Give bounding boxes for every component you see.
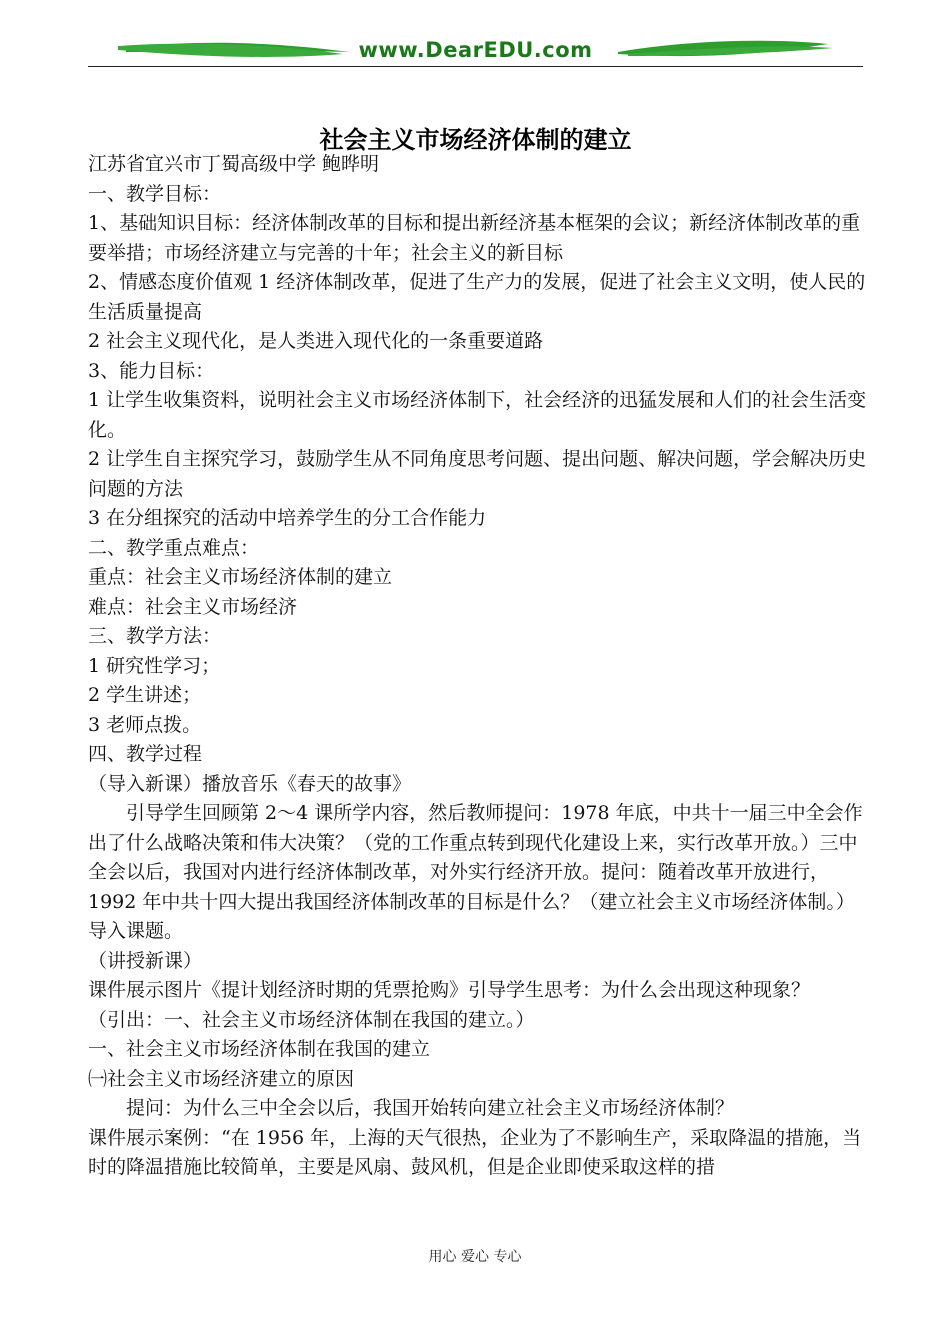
site-name: www.DearEDU.com (358, 38, 593, 62)
paragraph: 3 老师点拨。 (88, 713, 202, 736)
author-line: 江苏省宜兴市丁蜀高级中学 鲍晔明 (88, 153, 380, 175)
section-heading: 四、教学过程 (88, 743, 203, 765)
paragraph: 1、基础知识目标：经济体制改革的目标和提出新经济基本框架的会议；新经济体制改革的重要举措；市场经济建立与完善的十年；社会主义的新目标 (88, 212, 861, 264)
paragraph: 重点：社会主义市场经济体制的建立 (88, 566, 393, 588)
paragraph: （导入新课）播放音乐《春天的故事》 (88, 772, 412, 795)
paragraph: 1 研究性学习； (88, 654, 221, 677)
section-heading: 一、教学目标： (88, 182, 222, 205)
subsection-heading: ㈠社会主义市场经济建立的原因 (88, 1067, 355, 1090)
paragraph: 3 在分组探究的活动中培养学生的分工合作能力 (88, 507, 487, 529)
paragraph: 2 学生讲述； (88, 684, 202, 706)
paragraph: （引出：一、社会主义市场经济体制在我国的建立。） (88, 1008, 535, 1031)
paragraph: （讲授新课） (88, 949, 203, 972)
page-header (88, 30, 863, 70)
header-divider (88, 66, 863, 67)
paragraph: 课件展示图片《提计划经济时期的凭票抢购》引导学生思考：为什么会出现这种现象？ (88, 979, 811, 1001)
section-heading: 三、教学方法： (88, 625, 222, 647)
section-heading: 二、教学重点难点： (88, 536, 260, 559)
paragraph: 课件展示案例：“在 1956 年，上海的天气很热，企业为了不影响生产，采取降温的措施，当时的降温措施比较简单，主要是风扇、鼓风机，但是企业即使采取这样的措 (88, 1126, 862, 1178)
paragraph: 1 让学生收集资料，说明社会主义市场经济体制下，社会经济的迅猛发展和人们的社会生活变化。 (88, 389, 867, 441)
paragraph: 2、情感态度价值观 1 经济体制改革，促进了生产力的发展，促进了社会主义文明，使人民的生活质量提高 (88, 271, 866, 323)
section-heading: 一、社会主义市场经济体制在我国的建立 (88, 1038, 431, 1060)
page-footer: 用心 爱心 专心 (428, 1249, 522, 1265)
paragraph: 难点：社会主义市场经济 (88, 595, 298, 618)
document-body (88, 150, 868, 1183)
paragraph: 2 让学生自主探究学习，鼓励学生从不同角度思考问题、提出问题、解决问题，学会解决历史问题的方法 (88, 448, 867, 500)
paragraph: 提问：为什么三中全会以后，我国开始转向建立社会主义市场经济体制？ (126, 1097, 735, 1119)
paragraph: 2 社会主义现代化，是人类进入现代化的一条重要道路 (88, 330, 544, 352)
paragraph: 3、能力目标： (88, 359, 215, 382)
document-title: 社会主义市场经济体制的建立 (319, 126, 632, 154)
paragraph: 引导学生回顾第 2～4 课所学内容，然后教师提问：1978 年底，中共十一届三中全会作出了什么战略决策和伟大决策？（党的工作重点转到现代化建设上来，实行改革开放。）三中全会以后，我国对内进行经济体制改革，对外实行经济开放。提问：随着改革开放进行，1992 年中共十四大提出我国经济体制改革的目标是什么？（建立社会主义市场经济体制。）导入课题。 (88, 802, 863, 942)
